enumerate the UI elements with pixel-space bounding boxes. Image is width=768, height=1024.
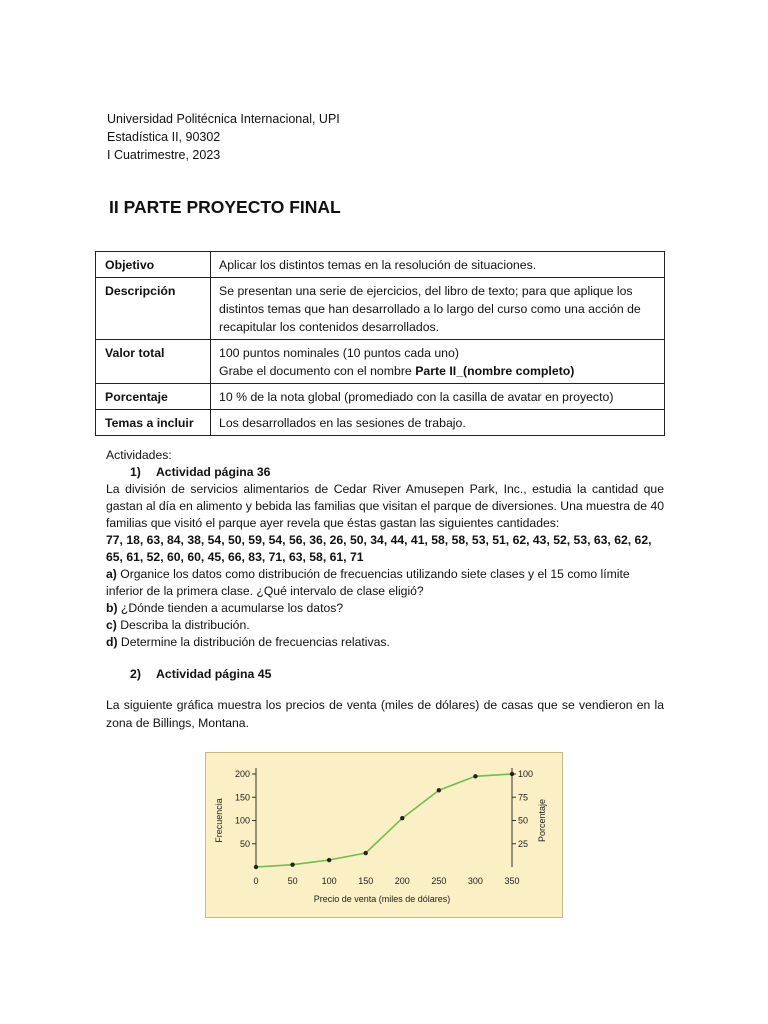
- valor-label: Valor total: [96, 340, 211, 384]
- activity-2-text: La siguiente gráfica muestra los precios de venta (miles de dólares) de casas que se vendieron en la zona de Billings, Montana.: [106, 698, 664, 730]
- x-tick-label: 150: [358, 876, 374, 886]
- question-a-label: a): [106, 567, 117, 581]
- y-tick-label: 50: [239, 838, 250, 849]
- x-tick-label: 350: [504, 876, 520, 886]
- x-tick-label: 0: [253, 876, 259, 886]
- descripcion-label: Descripción: [96, 278, 211, 340]
- activity-1-heading: [106, 464, 664, 481]
- activity-1-question-c: [106, 617, 664, 634]
- document-header: [107, 110, 340, 164]
- temas-label: Temas a incluir: [96, 410, 211, 436]
- question-d-text: Determine la distribución de frecuencias relativas.: [117, 635, 390, 649]
- temas-value: Los desarrollados en las sesiones de trabajo.: [211, 410, 665, 436]
- porcentaje-label: Porcentaje: [96, 384, 211, 410]
- y-tick-label: 200: [234, 769, 250, 779]
- chart-svg: [206, 753, 562, 917]
- activity-1-question-d: [106, 634, 664, 651]
- university-line: Universidad Politécnica Internacional, UPI: [107, 112, 340, 126]
- question-d-label: d): [106, 635, 118, 649]
- data-point: [364, 851, 368, 855]
- data-point: [473, 774, 477, 778]
- y2-tick-label: 25: [518, 838, 529, 849]
- table-row: [96, 252, 665, 278]
- ogive-chart: [205, 752, 563, 918]
- data-point: [254, 865, 258, 869]
- activity-2-number: 2): [130, 667, 141, 681]
- table-row: [96, 340, 665, 384]
- valor-line2-filename: Parte II_(nombre completo): [415, 364, 575, 378]
- x-axis-label: Precio de venta (miles de dólares): [313, 894, 451, 904]
- activity-1-data: 77, 18, 63, 84, 38, 54, 50, 59, 54, 56, 36, 26, 50, 34, 44, 41, 58, 58, 53, 51, 62, 43, 52, 53, 63, 62, 62, 65, 61, 52, 60, 60, 45, 66, 83, 71, 63, 58, 61, 71: [106, 533, 652, 564]
- activity-1-number: 1): [130, 465, 141, 479]
- table-row: [96, 278, 665, 340]
- question-a-text: Organice los datos como distribución de frecuencias utilizando siete clases y el 15 como límite inferior de la primera clase. ¿Qué intervalo de clase eligió?: [106, 567, 630, 598]
- objetivo-label: Objetivo: [96, 252, 211, 278]
- activity-1-question-b: [106, 600, 664, 617]
- activity-2-heading: [130, 667, 272, 681]
- activity-1-intro: La división de servicios alimentarios de Cedar River Amusepen Park, Inc., estudia la cantidad que gastan al día en alimento y bebida las familias que visitan el parque de diversiones. Una muestra de 40 familias que visitó el parque ayer revela que éstas gastan las siguientes cantidades:: [106, 482, 664, 530]
- data-point: [290, 862, 294, 866]
- valor-line2-prefix: Grabe el documento con el nombre: [219, 364, 416, 378]
- activity-1-question-a: [106, 566, 664, 600]
- question-b-text: ¿Dónde tienden a acumularse los datos?: [117, 601, 344, 615]
- y-tick-label: 100: [234, 815, 250, 826]
- valor-value: [211, 340, 665, 384]
- porcentaje-value: 10 % de la nota global (promediado con la casilla de avatar en proyecto): [211, 384, 665, 410]
- data-point: [437, 788, 441, 792]
- activity-1-title: Actividad página 36: [156, 465, 271, 479]
- y2-tick-label: 100: [518, 769, 534, 779]
- valor-line1: 100 puntos nominales (10 puntos cada uno): [219, 346, 459, 360]
- y2-tick-label: 50: [518, 815, 529, 826]
- activities-label: Actividades:: [106, 448, 172, 462]
- y-tick-label: 150: [234, 792, 250, 803]
- table-row: [96, 384, 665, 410]
- page-title: II PARTE PROYECTO FINAL: [109, 197, 341, 217]
- activities-section: [106, 447, 664, 651]
- data-point: [327, 858, 331, 862]
- series-line: [256, 774, 512, 867]
- x-tick-label: 200: [394, 876, 410, 886]
- question-c-label: c): [106, 618, 117, 632]
- info-table: [95, 251, 665, 436]
- question-b-label: b): [106, 601, 118, 615]
- x-tick-label: 300: [467, 876, 483, 886]
- y2-tick-label: 75: [518, 792, 529, 803]
- term-line: I Cuatrimestre, 2023: [107, 148, 221, 162]
- table-row: [96, 410, 665, 436]
- question-c-text: Describa la distribución.: [116, 618, 250, 632]
- data-point: [400, 816, 404, 820]
- x-tick-label: 50: [287, 876, 298, 886]
- x-tick-label: 100: [321, 876, 337, 886]
- course-line: Estadística II, 90302: [107, 130, 221, 144]
- objetivo-value: Aplicar los distintos temas en la resolución de situaciones.: [211, 252, 665, 278]
- valor-line2: [219, 362, 656, 380]
- activity-2-title: Actividad página 45: [156, 667, 272, 681]
- y2-axis-label: Porcentaje: [537, 798, 547, 843]
- data-point: [510, 772, 514, 776]
- y-axis-label: Frecuencia: [214, 798, 224, 843]
- descripcion-value: Se presentan una serie de ejercicios, del libro de texto; para que aplique los distintos temas que han desarrollado a lo largo del curso como una acción de recapitular los contenidos desarrollados.: [211, 278, 665, 340]
- x-tick-label: 250: [431, 876, 447, 886]
